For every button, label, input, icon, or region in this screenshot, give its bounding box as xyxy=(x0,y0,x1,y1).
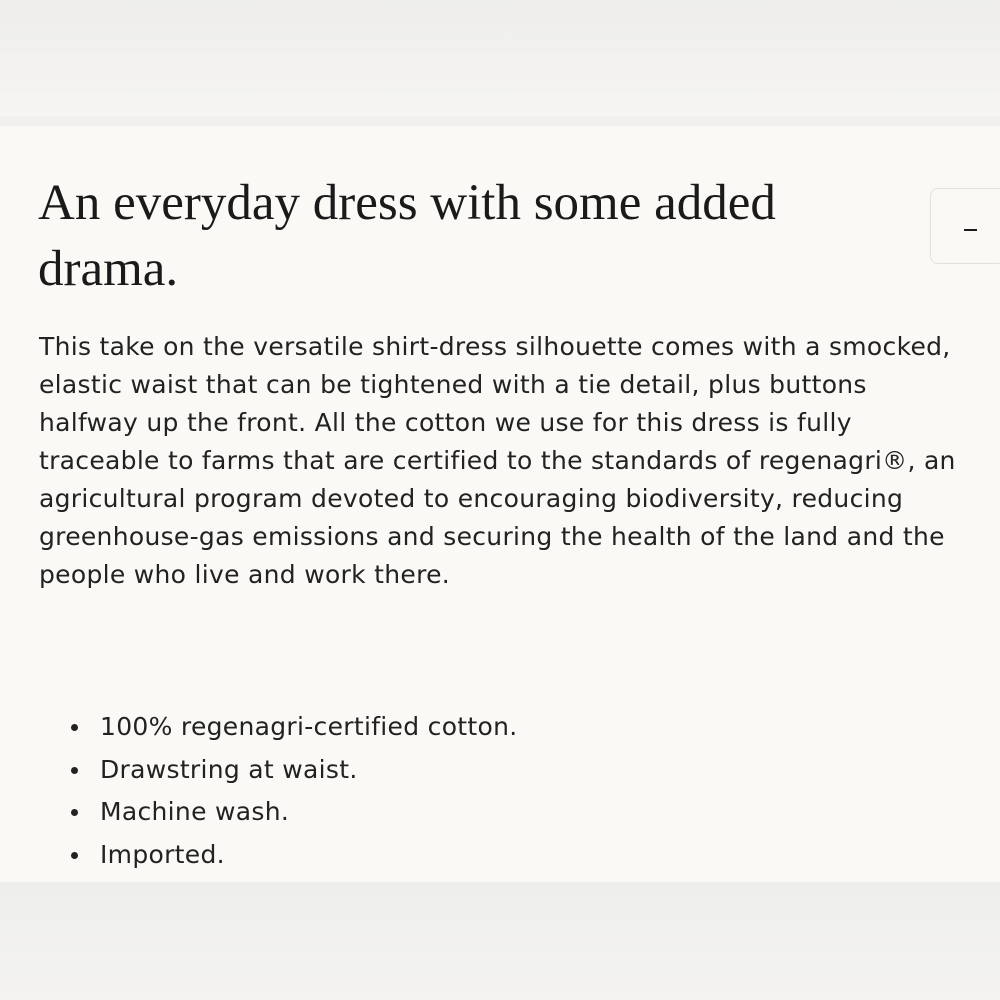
minus-icon xyxy=(964,229,977,231)
product-description: This take on the versatile shirt-dress silhouette comes with a smocked, elastic waist that can be tightened with a tie detail, plus buttons halfway up the front. All the cotton we use for this dress is fully traceable to farms that are certified to the standards of regenagri®, an agricultural program devoted to encouraging biodiversity, reducing greenhouse-gas emissions and securing the health of the land and the people who live and work there. xyxy=(39,332,956,589)
feature-text: 100% regenagri-certified cotton. xyxy=(100,712,518,741)
product-headline: An everyday dress with some added drama. xyxy=(38,175,776,297)
feature-item xyxy=(38,749,518,792)
bullet-icon xyxy=(71,724,78,731)
feature-item xyxy=(38,706,518,749)
bullet-icon xyxy=(71,767,78,774)
feature-text: Machine wash. xyxy=(100,797,290,826)
product-details-panel xyxy=(0,126,1000,882)
feature-list xyxy=(38,706,518,876)
collapse-section-button[interactable] xyxy=(930,188,1000,264)
feature-item xyxy=(38,834,518,877)
bullet-icon xyxy=(71,809,78,816)
top-background xyxy=(0,0,1000,116)
feature-text: Imported. xyxy=(100,839,225,869)
bottom-background xyxy=(0,882,1000,1000)
bullet-icon xyxy=(71,852,78,859)
feature-item xyxy=(38,791,518,834)
feature-text: Drawstring at waist. xyxy=(100,754,358,784)
